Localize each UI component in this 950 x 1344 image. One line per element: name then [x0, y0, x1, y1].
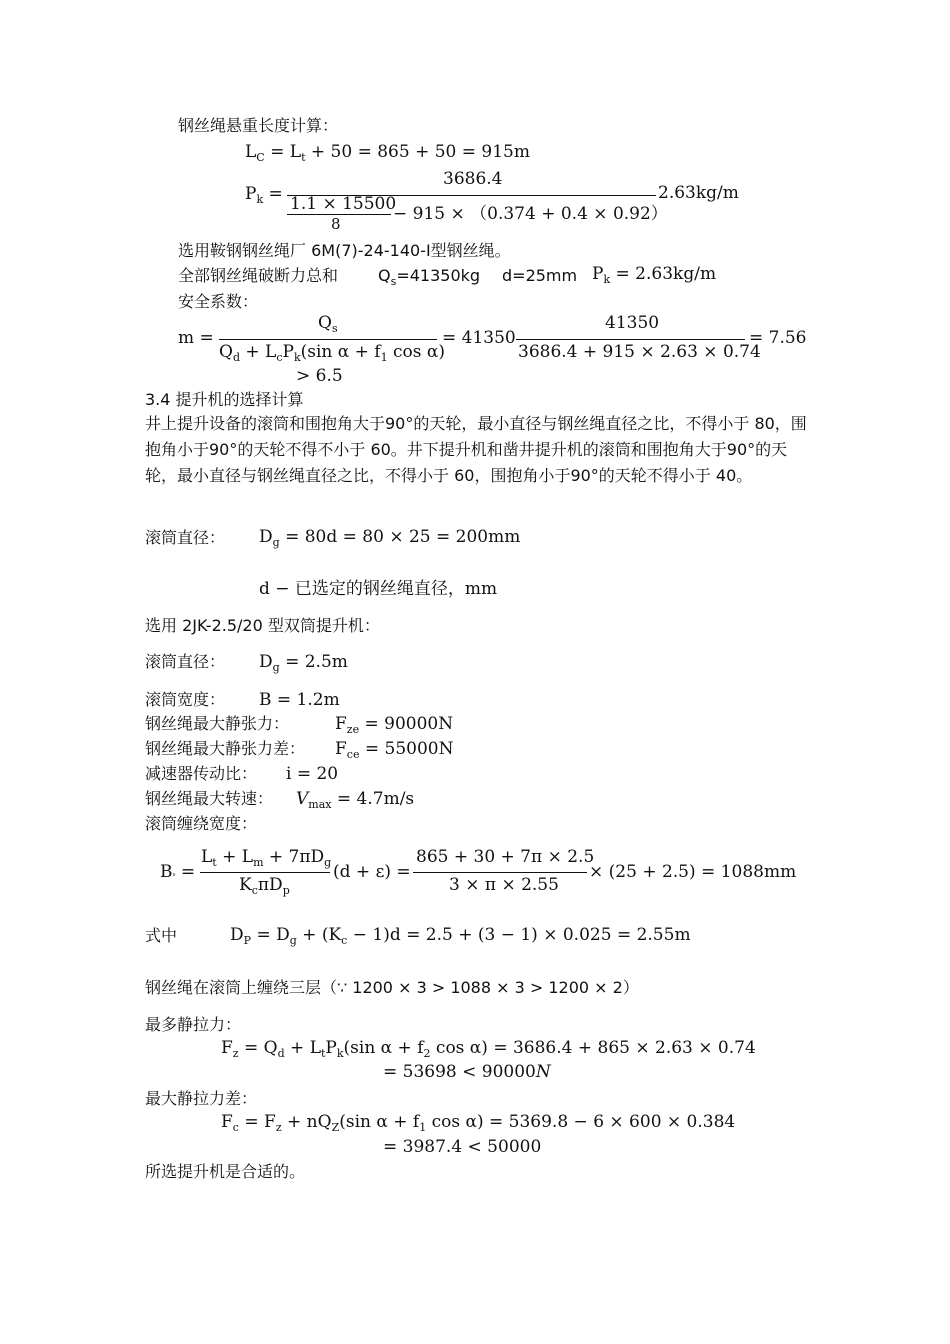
max-force-diff-label: 最大静拉力差：: [145, 1089, 258, 1108]
equation-lc: $L_C = L_t + 50 = 865 + 50 = 915m$: [245, 142, 530, 164]
bw-result: × (25 + 2.5) = 1088mm: [589, 862, 797, 882]
bw-numerator: $L_t + L_m + 7\pi D_g$: [201, 847, 332, 869]
fce-value: $F_{ce} = 55000N$: [335, 739, 454, 761]
qs-val-text: =41350kg: [396, 266, 481, 285]
i-value: i = 20: [286, 764, 339, 784]
bw-denominator-2: 3 × π × 2.55: [449, 875, 559, 895]
max-tension-diff-label: 钢丝绳最大静张力差：: [145, 739, 306, 758]
m-denominator: $Q_d + L_cP_k(\sin$ $\alpha + f_1$ cos α): [219, 342, 446, 364]
heading-rope-length: 钢丝绳悬重长度计算：: [178, 116, 339, 135]
dg-val-text: = 2.5m: [285, 652, 348, 672]
m-numerator-2: 41350: [605, 313, 660, 333]
fze-val-text: = 90000N: [364, 714, 454, 734]
break-force-label: 全部钢丝绳破断力总和: [178, 266, 339, 285]
pk-value: $P_k = 2.63kg/m$: [592, 264, 717, 286]
bw-label: $B'$ =: [160, 862, 196, 884]
max-static-force-label: 最多静拉力：: [145, 1015, 242, 1034]
pk-numerator: 3686.4: [443, 169, 503, 189]
fze-value: $F_{ze} = 90000N$: [335, 714, 454, 736]
max-static-tension-label: 钢丝绳最大静张力：: [145, 714, 290, 733]
d-note: d − 已选定的钢丝绳直径，mm: [259, 579, 498, 599]
fz-equation: $F_z = Q_d + L_tP_k(\sin$ $\alpha + f_2$ cos α) = 3686.4 + 865 × 2.63 × 0.74: [221, 1038, 756, 1060]
max-speed-label: 钢丝绳最大转速：: [145, 789, 274, 808]
b-value: B = 1.2m: [259, 690, 340, 710]
fz-rest-text: (sin α + f: [343, 1038, 424, 1058]
bw-den-text: πD: [257, 875, 283, 895]
pk-result: 2.63kg/m: [658, 183, 739, 203]
pk-inner-denominator: 8: [331, 215, 341, 233]
fc-line2: = 3987.4 < 50000: [383, 1137, 542, 1157]
fc-equation: $F_c = F_z + nQ_Z(\sin$ $\alpha + f_1$ cos α) = 5369.8 − 6 × 600 × 0.384: [221, 1112, 736, 1134]
fz-unit: N: [535, 1062, 551, 1082]
m-fraction-bar-2: [516, 339, 745, 340]
m-fraction-bar: [219, 339, 437, 340]
select-hoist-text: 选用 2JK-2.5/20 型双筒提升机：: [145, 616, 380, 635]
rule-paragraph: 井上提升设备的滚筒和围抱角大于90°的天轮，最小直径与钢丝绳直径之比，不得小于 80，围抱角小于90°的天轮不得不小于 60。井下提升机和凿井提升机的滚筒和围抱角大于90°的天轮，最小直径与钢丝绳直径之比，不得小于 60，围抱角小于90°的天轮不得小于 40。: [145, 414, 807, 485]
dp-rest-text: − 1)d = 2.5 + (3 − 1) × 0.025 = 2.55m: [352, 925, 691, 945]
m-numerator: $Q_s$: [318, 313, 338, 335]
fc-rest2-text: cos α) = 5369.8 − 6 × 600 × 0.384: [431, 1112, 736, 1132]
dp-eq-text: = D: [256, 925, 290, 945]
bw-mid: (d + ε) =: [333, 862, 411, 882]
d-value: d=25mm: [502, 266, 578, 285]
conclusion-text: 所选提升机是合适的。: [145, 1162, 306, 1181]
m-equals: m =: [178, 328, 214, 348]
safety-label: 安全系数：: [178, 292, 259, 311]
pk-label: $P_k$ =: [245, 184, 283, 206]
drum-width-label: 滚筒宽度：: [145, 690, 226, 709]
pk-val-text: = 2.63kg/m: [615, 264, 717, 284]
dg-value: $D_g = 2.5m$: [259, 652, 348, 674]
v-val-text: = 4.7m/s: [336, 789, 415, 809]
fz-line2: [383, 1062, 551, 1082]
m-mid: = 41350: [442, 328, 516, 348]
bw-fraction-bar-2: [413, 872, 587, 873]
m-greater: > 6.5: [296, 366, 343, 386]
bw-denominator: $K_c\pi D_p$: [239, 875, 290, 897]
layers-text: 钢丝绳在滚筒上缠绕三层（∵ 1200 × 3 > 1088 × 3 > 1200 × 2）: [145, 978, 639, 997]
select-rope-text: 选用鞍钢钢丝绳厂 6M(7)-24-140-I型钢丝绳。: [178, 241, 511, 260]
eq-lc-part: = L: [270, 142, 302, 162]
bw-numerator-2: 865 + 30 + 7π × 2.5: [416, 847, 595, 867]
pk-denominator-rest: − 915 × （0.374 + 0.4 × 0.92）: [393, 204, 668, 224]
eq-lc-rest: + 50 = 865 + 50 = 915m: [310, 142, 530, 162]
fz-rest2-text: cos α) = 3686.4 + 865 × 2.63 × 0.74: [435, 1038, 756, 1058]
v-value: $V_{max} = 4.7m/s$: [296, 789, 415, 811]
where-label: 式中: [145, 926, 178, 945]
section-title: 3.4 提升机的选择计算: [145, 390, 304, 409]
m-result: = 7.56: [749, 328, 807, 348]
qs-value: $Q_s=41350kg$: [378, 266, 481, 288]
winding-width-label: 滚筒缠绕宽度：: [145, 814, 258, 833]
fce-val-text: = 55000N: [364, 739, 454, 759]
fz-line2-text: = 53698 < 90000: [383, 1062, 536, 1082]
drum-diameter-label-2: 滚筒直径：: [145, 652, 226, 671]
m-denominator-2: 3686.4 + 915 × 2.63 × 0.74: [518, 342, 761, 362]
dg-eq-text: = 80d = 80 × 25 = 200mm: [285, 527, 521, 547]
gear-ratio-label: 减速器传动比：: [145, 764, 258, 783]
dg-equation: $D_g = 80d = 80 \times 25 = 200mm$: [259, 527, 521, 549]
bw-fraction-bar: [200, 872, 330, 873]
pk-inner-numerator: 1.1 × 15500: [290, 194, 397, 214]
drum-diameter-label: 滚筒直径：: [145, 528, 226, 547]
dp-equation: $D_P = D_g + (K_c - 1)d = 2.5 + (3 - 1) \times 0.025 = 2.55m$: [230, 925, 691, 947]
